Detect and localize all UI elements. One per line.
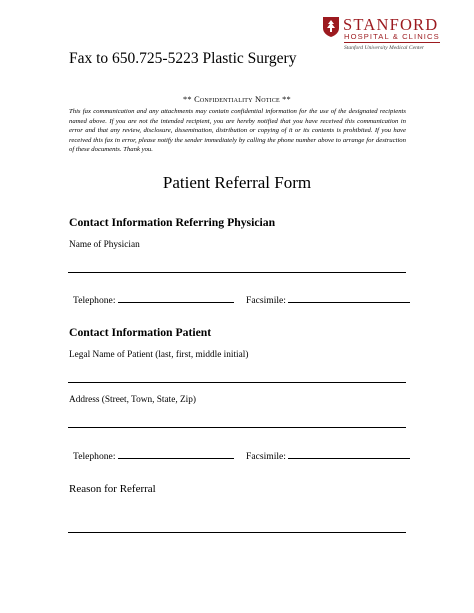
reason-for-referral-label: Reason for Referral [69,483,156,495]
logo-subline: HOSPITAL & CLINICS [344,32,440,41]
logo-wordmark: STANFORD [343,15,439,34]
physician-telephone-row [73,294,234,306]
shield-icon [322,16,340,38]
fax-line: Fax to 650.725-5223 Plastic Surgery [69,50,297,67]
patient-facsimile-row [246,450,410,462]
physician-facsimile-row [246,294,410,306]
patient-section-heading: Contact Information Patient [69,326,212,339]
physician-telephone-label: Telephone: [73,295,116,306]
patient-name-field[interactable] [68,382,406,383]
patient-telephone-field[interactable] [118,450,234,459]
patient-telephone-row [73,450,234,462]
physician-facsimile-field[interactable] [288,294,410,303]
notice-title-text: ** Confidentiality Notice ** [183,95,291,104]
physician-section-heading: Contact Information Referring Physician [69,216,276,229]
physician-facsimile-label: Facsimile: [246,295,286,306]
confidentiality-notice-title [0,95,474,104]
patient-telephone-label: Telephone: [73,451,116,462]
patient-address-field[interactable] [68,427,406,428]
logo-tagline: Stanford University Medical Center [344,45,425,51]
logo-divider [344,42,440,43]
patient-facsimile-field[interactable] [288,450,410,459]
patient-address-label: Address (Street, Town, State, Zip) [69,395,196,405]
patient-name-label: Legal Name of Patient (last, first, middle initial) [69,350,249,360]
physician-name-label: Name of Physician [69,240,140,250]
reason-for-referral-field[interactable] [68,532,406,533]
confidentiality-notice-body: This fax communication and any attachments may contain confidential information for the use of the designated recipients named above. If you are not the intended recipient, you are hereby notified that you have received this communication in error and that any review, disclosure, dissemination, distribution or copying of it or its contents is prohibited. If you have received this fax in error, please notify the sender immediately by calling the phone number above to arrange for destruction of these documents. Thank you. [69,108,406,154]
patient-facsimile-label: Facsimile: [246,451,286,462]
physician-name-field[interactable] [68,272,406,273]
physician-telephone-field[interactable] [118,294,234,303]
form-title: Patient Referral Form [162,173,312,192]
